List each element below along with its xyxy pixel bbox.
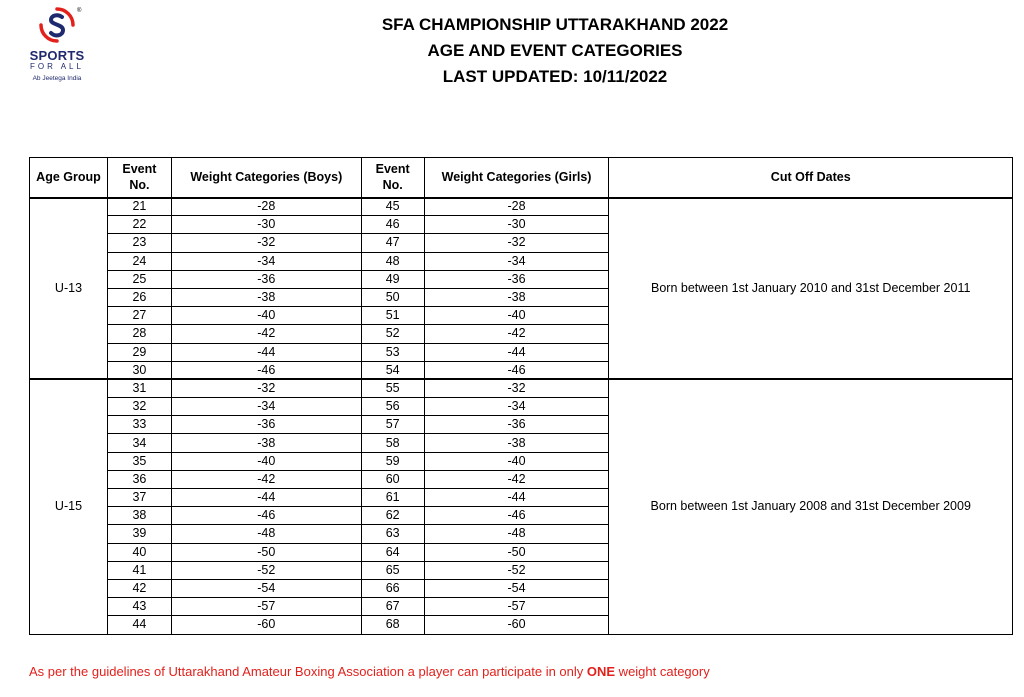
boys-weight-cell: -46 [171, 507, 361, 525]
cut-off-date-cell: Born between 1st January 2008 and 31st December 2009 [609, 379, 1013, 634]
girls-weight-cell: -54 [424, 579, 609, 597]
girls-event-no-cell: 64 [361, 543, 424, 561]
girls-event-no-cell: 67 [361, 598, 424, 616]
boys-weight-cell: -48 [171, 525, 361, 543]
girls-weight-cell: -60 [424, 616, 609, 634]
girls-event-no-cell: 47 [361, 234, 424, 252]
boys-event-no-cell: 27 [107, 307, 171, 325]
boys-weight-cell: -36 [171, 416, 361, 434]
boys-weight-cell: -34 [171, 252, 361, 270]
boys-event-no-cell: 33 [107, 416, 171, 434]
boys-event-no-cell: 29 [107, 343, 171, 361]
boys-event-no-cell: 31 [107, 379, 171, 397]
boys-event-no-cell: 30 [107, 361, 171, 379]
last-updated: LAST UPDATED: 10/11/2022 [442, 67, 668, 86]
note-emphasis: ONE [586, 664, 616, 679]
boys-event-no-cell: 21 [107, 198, 171, 216]
table-row [30, 198, 1013, 216]
girls-weight-cell: -57 [424, 598, 609, 616]
boys-weight-cell: -38 [171, 288, 361, 306]
logo-tagline: Ab Jeetega India [32, 75, 82, 82]
boys-event-no-cell: 40 [107, 543, 171, 561]
cut-off-date-cell: Born between 1st January 2010 and 31st December 2011 [609, 198, 1013, 380]
girls-weight-cell: -44 [424, 489, 609, 507]
boys-weight-cell: -32 [171, 379, 361, 397]
sports-for-all-logo [24, 6, 94, 86]
boys-event-no-cell: 28 [107, 325, 171, 343]
boys-event-no-cell: 26 [107, 288, 171, 306]
girls-weight-cell: -40 [424, 307, 609, 325]
girls-event-no-cell: 68 [361, 616, 424, 634]
col-header-event-no-boys: Event No. [107, 158, 171, 198]
girls-weight-cell: -52 [424, 561, 609, 579]
girls-event-no-cell: 54 [361, 361, 424, 379]
col-header-cut-off: Cut Off Dates [609, 158, 1013, 198]
girls-weight-cell: -46 [424, 507, 609, 525]
boys-event-no-cell: 44 [107, 616, 171, 634]
boys-event-no-cell: 37 [107, 489, 171, 507]
logo-subtitle: FOR ALL [30, 62, 84, 71]
boys-weight-cell: -30 [171, 216, 361, 234]
girls-event-no-cell: 58 [361, 434, 424, 452]
boys-weight-cell: -42 [171, 325, 361, 343]
girls-weight-cell: -36 [424, 416, 609, 434]
girls-weight-cell: -46 [424, 361, 609, 379]
boys-event-no-cell: 22 [107, 216, 171, 234]
boys-event-no-cell: 43 [107, 598, 171, 616]
girls-weight-cell: -50 [424, 543, 609, 561]
girls-event-no-cell: 66 [361, 579, 424, 597]
col-header-weight-girls: Weight Categories (Girls) [424, 158, 609, 198]
boys-event-no-cell: 25 [107, 270, 171, 288]
age-group-section [30, 379, 1013, 634]
girls-event-no-cell: 63 [361, 525, 424, 543]
girls-event-no-cell: 46 [361, 216, 424, 234]
girls-weight-cell: -40 [424, 452, 609, 470]
girls-event-no-cell: 52 [361, 325, 424, 343]
boys-weight-cell: -40 [171, 452, 361, 470]
boys-weight-cell: -60 [171, 616, 361, 634]
boys-event-no-cell: 34 [107, 434, 171, 452]
girls-weight-cell: -32 [424, 379, 609, 397]
boys-event-no-cell: 35 [107, 452, 171, 470]
boys-weight-cell: -57 [171, 598, 361, 616]
girls-weight-cell: -38 [424, 434, 609, 452]
col-header-event-no-girls: Event No. [361, 158, 424, 198]
age-group-cell: U-13 [30, 198, 108, 380]
girls-event-no-cell: 59 [361, 452, 424, 470]
boys-weight-cell: -54 [171, 579, 361, 597]
boys-event-no-cell: 42 [107, 579, 171, 597]
girls-event-no-cell: 51 [361, 307, 424, 325]
boys-event-no-cell: 23 [107, 234, 171, 252]
boys-weight-cell: -32 [171, 234, 361, 252]
boys-weight-cell: -28 [171, 198, 361, 216]
boys-event-no-cell: 32 [107, 398, 171, 416]
girls-weight-cell: -34 [424, 398, 609, 416]
girls-event-no-cell: 62 [361, 507, 424, 525]
col-header-age-group: Age Group [30, 158, 108, 198]
girls-weight-cell: -36 [424, 270, 609, 288]
girls-event-no-cell: 57 [361, 416, 424, 434]
boys-weight-cell: -52 [171, 561, 361, 579]
eligibility-note: As per the guidelines of Uttarakhand Amateur Boxing Association a player can participate in only ONE weight category [29, 664, 710, 679]
boys-event-no-cell: 41 [107, 561, 171, 579]
girls-event-no-cell: 53 [361, 343, 424, 361]
girls-event-no-cell: 49 [361, 270, 424, 288]
girls-event-no-cell: 61 [361, 489, 424, 507]
girls-event-no-cell: 65 [361, 561, 424, 579]
boys-weight-cell: -46 [171, 361, 361, 379]
girls-weight-cell: -30 [424, 216, 609, 234]
table-row [30, 379, 1013, 397]
girls-event-no-cell: 50 [361, 288, 424, 306]
document-header [305, 12, 805, 90]
girls-weight-cell: -32 [424, 234, 609, 252]
boys-weight-cell: -50 [171, 543, 361, 561]
boys-event-no-cell: 24 [107, 252, 171, 270]
girls-event-no-cell: 55 [361, 379, 424, 397]
registered-mark: ® [77, 8, 82, 14]
girls-weight-cell: -38 [424, 288, 609, 306]
girls-weight-cell: -42 [424, 325, 609, 343]
age-group-section [30, 198, 1013, 380]
boys-weight-cell: -34 [171, 398, 361, 416]
boys-weight-cell: -44 [171, 343, 361, 361]
boys-event-no-cell: 38 [107, 507, 171, 525]
boys-event-no-cell: 39 [107, 525, 171, 543]
girls-event-no-cell: 48 [361, 252, 424, 270]
document-subtitle: AGE AND EVENT CATEGORIES [427, 41, 683, 60]
col-header-weight-boys: Weight Categories (Boys) [171, 158, 361, 198]
logo-name: SPORTS [29, 48, 85, 63]
document-title: SFA CHAMPIONSHIP UTTARAKHAND 2022 [381, 15, 729, 34]
table-header-row [30, 158, 1013, 198]
girls-weight-cell: -42 [424, 470, 609, 488]
girls-event-no-cell: 60 [361, 470, 424, 488]
girls-weight-cell: -48 [424, 525, 609, 543]
sfa-s-mark-icon [38, 6, 76, 46]
girls-weight-cell: -28 [424, 198, 609, 216]
boys-weight-cell: -36 [171, 270, 361, 288]
girls-weight-cell: -34 [424, 252, 609, 270]
boys-weight-cell: -44 [171, 489, 361, 507]
boys-weight-cell: -40 [171, 307, 361, 325]
girls-event-no-cell: 56 [361, 398, 424, 416]
girls-event-no-cell: 45 [361, 198, 424, 216]
girls-weight-cell: -44 [424, 343, 609, 361]
boys-weight-cell: -42 [171, 470, 361, 488]
categories-table [29, 157, 1013, 635]
boys-event-no-cell: 36 [107, 470, 171, 488]
boys-weight-cell: -38 [171, 434, 361, 452]
age-group-cell: U-15 [30, 379, 108, 634]
